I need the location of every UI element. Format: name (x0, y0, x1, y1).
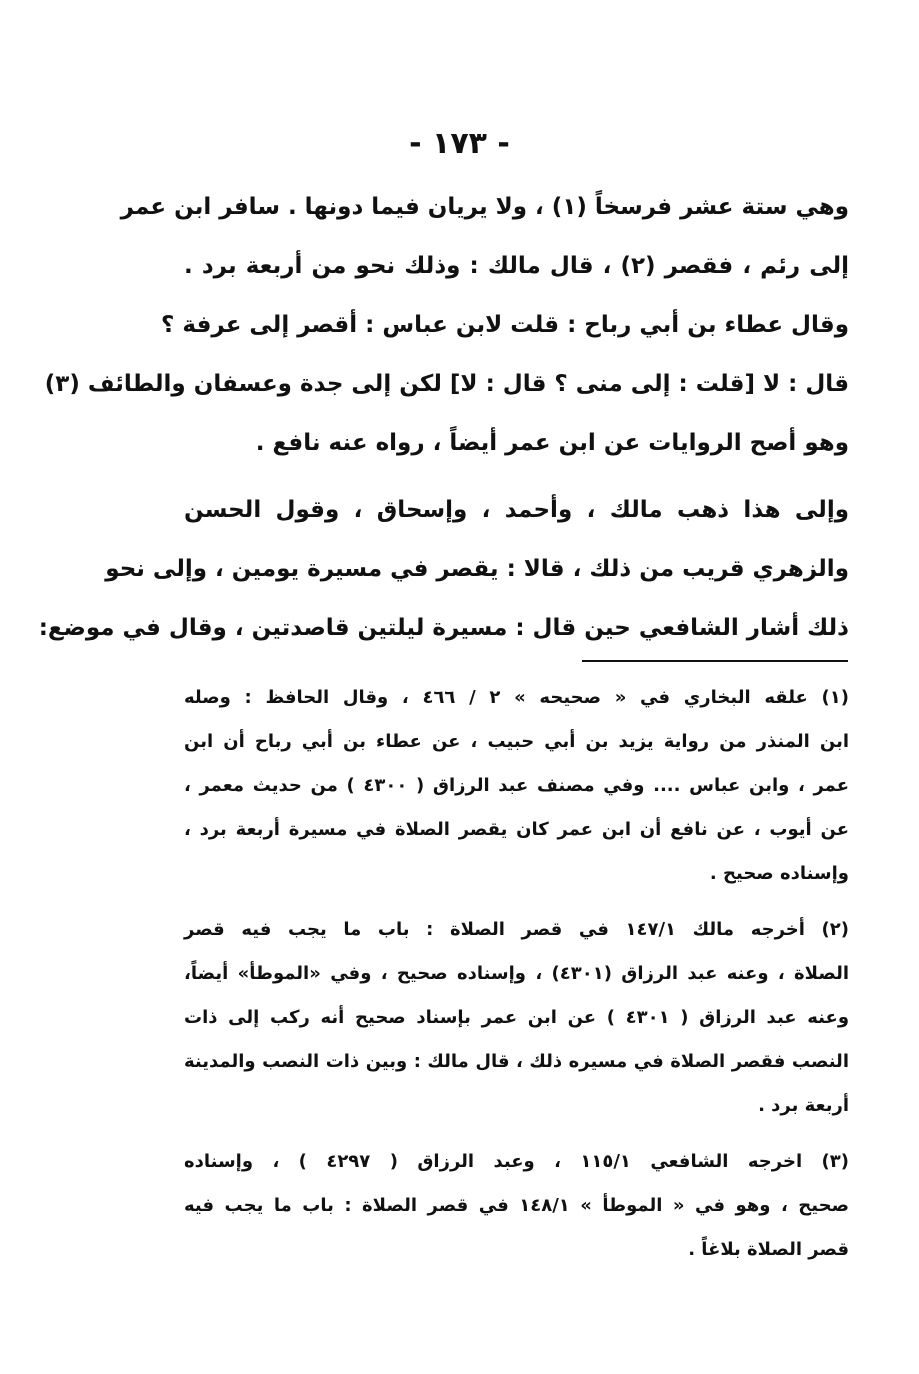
footnote-line: (٣) اخرجه الشافعي ١١٥/١ ، وعبد الرزاق ( ٤٢٩٧ ) ، وإسناده (184, 1151, 849, 1172)
footnote-3 (184, 1140, 849, 1272)
text-line: وهي ستة عشر فرسخاً (١) ، ولا يريان فيما دونها . سافر ابن عمر (120, 194, 849, 220)
footnote-2 (184, 908, 849, 1128)
footnote-1 (184, 676, 849, 896)
footnote-line: (١) علقه البخاري في « صحيحه » ٢ / ٤٦٦ ، وقال الحافظ : وصله (184, 687, 849, 708)
text-line: ذلك أشار الشافعي حين قال : مسيرة ليلتين قاصدتين ، وقال في موضع: (38, 615, 849, 641)
paragraph-2 (38, 481, 849, 658)
footnote-line: عمر ، وابن عباس .... وفي مصنف عبد الرزاق ( ٤٣٠٠ ) من حديث معمر ، (184, 775, 850, 796)
footnote-line: أربعة برد . (758, 1095, 849, 1116)
footnote-line: وعنه عبد الرزاق ( ٤٣٠١ ) عن ابن عمر بإسناد صحيح أنه ركب إلى ذات (184, 1007, 850, 1028)
main-text (38, 178, 849, 658)
paragraph-1 (44, 178, 849, 473)
text-line: وهو أصح الروايات عن ابن عمر أيضاً ، رواه عنه نافع . (255, 430, 849, 456)
footnote-line: قصر الصلاة بلاغاً . (688, 1239, 849, 1260)
footnote-line: عن أيوب ، عن نافع أن ابن عمر كان يقصر الصلاة في مسيرة أربعة برد ، (184, 819, 849, 840)
text-line: والزهري قريب من ذلك ، قالا : يقصر في مسيرة يومين ، وإلى نحو (105, 556, 849, 582)
footnote-line: وإسناده صحيح . (709, 863, 849, 884)
text-line: وقال عطاء بن أبي رباح : قلت لابن عباس : أقصر إلى عرفة ؟ (161, 312, 849, 338)
footnote-separator (582, 660, 848, 662)
page-number: - ١٧٣ - (409, 126, 510, 161)
text-line: قال : لا [قلت : إلى منى ؟ قال : لا] لكن إلى جدة وعسفان والطائف (٣) (44, 371, 849, 397)
footnote-line: (٢) أخرجه مالك ١٤٧/١ في قصر الصلاة : باب ما يجب فيه قصر (184, 919, 849, 940)
footnote-line: صحيح ، وهو في « الموطأ » ١٤٨/١ في قصر الصلاة : باب ما يجب فيه (184, 1195, 849, 1216)
text-line: إلى رئم ، فقصر (٢) ، قال مالك : وذلك نحو من أربعة برد . (184, 253, 849, 279)
footnotes (184, 676, 849, 1284)
text-line: وإلى هذا ذهب مالك ، وأحمد ، وإسحاق ، وقول الحسن (184, 497, 849, 523)
footnote-line: الصلاة ، وعنه عبد الرزاق (٤٣٠١) ، وإسناده صحيح ، وفي «الموطأ» أيضاً، (184, 963, 849, 984)
paragraph-gap (184, 473, 849, 481)
footnote-line: ابن المنذر من رواية يزيد بن أبي حبيب ، عن عطاء بن أبي رباح أن ابن (184, 731, 849, 752)
footnote-line: النصب فقصر الصلاة في مسيره ذلك ، قال مالك : وبين ذات النصب والمدينة (184, 1051, 849, 1072)
